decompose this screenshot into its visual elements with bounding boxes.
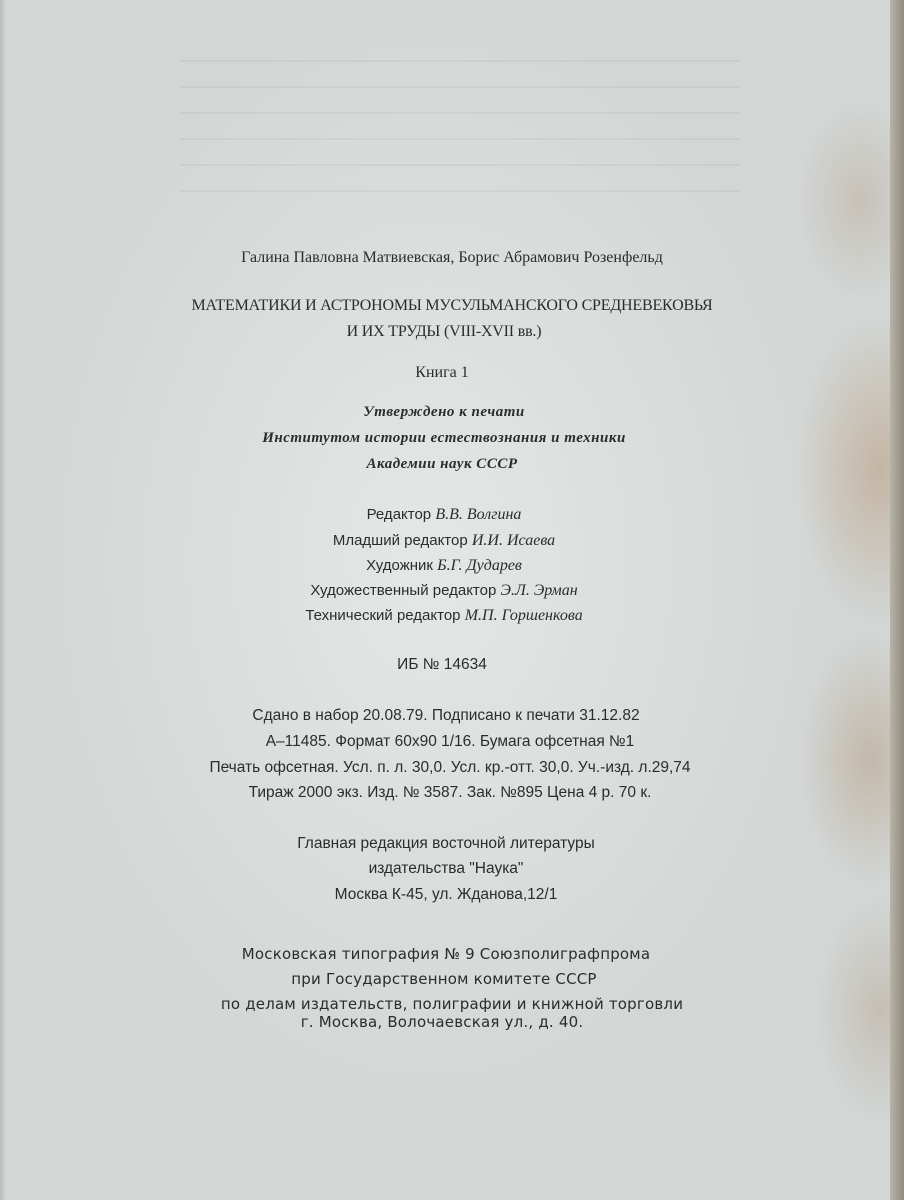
publisher-line-1: Главная редакция восточной литературы (297, 835, 595, 852)
credit-role: Художественный редактор (310, 582, 497, 599)
credit-technical-editor (0, 607, 896, 625)
credit-role: Технический редактор (305, 607, 461, 624)
volume-number: Книга 1 (415, 364, 469, 381)
print-details-line-1: Сдано в набор 20.08.79. Подписано к печати 31.12.82 (252, 707, 640, 724)
print-details-line-2: А–11485. Формат 60x90 1/16. Бумага офсетная №1 (265, 733, 635, 750)
printing-house-line-1: Московская типография № 9 Союзполиграфпрома (241, 945, 651, 963)
approval-line-3: Академии наук СССР (366, 456, 518, 472)
book-title-line-1: МАТЕМАТИКИ И АСТРОНОМЫ МУСУЛЬМАНСКОГО СРЕДНЕВЕКОВЬЯ (191, 297, 713, 314)
printing-house-line-2: при Государственном комитете СССР (291, 970, 597, 988)
ib-number: ИБ № 14634 (397, 656, 487, 673)
credit-name: Э.Л. Эрман (500, 582, 578, 599)
print-details-line-4: Тираж 2000 экз. Изд. № 3587. Зак. №895 Цена 4 р. 70 к. (248, 784, 652, 801)
credit-name: И.И. Исаева (471, 532, 556, 549)
approval-line-2: Институтом истории естествознания и техники (262, 430, 626, 446)
publisher-line-3: Москва К-45, ул. Жданова,12/1 (334, 886, 558, 903)
approval-line-1: Утверждено к печати (363, 404, 525, 420)
credit-art-editor (0, 582, 896, 600)
bleed-through-text (180, 60, 740, 210)
credit-role: Редактор (366, 506, 432, 523)
credit-artist (0, 557, 896, 575)
printing-house-line-4: г. Москва, Волочаевская ул., д. 40. (300, 1013, 584, 1031)
printing-house-line-3: по делам издательств, полиграфии и книжной торговли (220, 995, 684, 1013)
credit-name: М.П. Горшенкова (464, 607, 583, 624)
credit-name: В.В. Волгина (435, 506, 522, 523)
credit-role: Художник (366, 557, 433, 574)
credit-name: Б.Г. Дударев (437, 557, 522, 574)
authors: Галина Павловна Матвиевская, Борис Абрамович Розенфельд (241, 249, 663, 266)
book-title-line-2: И ИХ ТРУДЫ (VIII-XVII вв.) (346, 323, 542, 340)
print-details-line-3: Печать офсетная. Усл. п. л. 30,0. Усл. кр.-отт. 30,0. Уч.-изд. л.29,74 (209, 759, 691, 776)
credit-role: Младший редактор (332, 532, 468, 549)
publisher-line-2: издательства "Наука" (368, 860, 524, 877)
credit-junior-editor (0, 532, 896, 550)
credit-editor (0, 506, 896, 524)
